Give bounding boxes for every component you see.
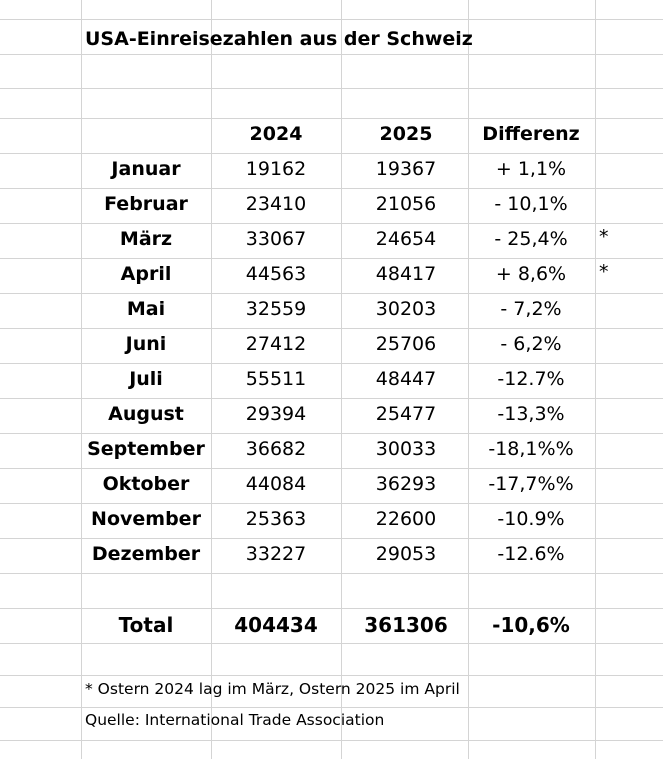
gridline-vertical: [595, 0, 596, 759]
gridline-horizontal: [0, 19, 663, 20]
source-text[interactable]: Quelle: International Trade Association: [85, 710, 385, 729]
value-2025-cell[interactable]: 30203: [375, 297, 437, 320]
value-2024-cell[interactable]: 25363: [245, 507, 307, 530]
month-cell[interactable]: Februar: [104, 192, 188, 215]
footnote-text[interactable]: * Ostern 2024 lag im März, Ostern 2025 im April: [85, 679, 460, 698]
gridline-horizontal: [0, 573, 663, 574]
gridline-horizontal: [0, 468, 663, 469]
total-difference[interactable]: -10,6%: [492, 613, 570, 637]
difference-cell[interactable]: -10.9%: [497, 507, 565, 530]
gridline-horizontal: [0, 258, 663, 259]
month-cell[interactable]: Juli: [129, 367, 163, 390]
value-2024-cell[interactable]: 33227: [245, 542, 307, 565]
value-2025-cell[interactable]: 24654: [375, 227, 437, 250]
gridline-horizontal: [0, 118, 663, 119]
footnote-marker[interactable]: *: [599, 260, 609, 283]
value-2024-cell[interactable]: 29394: [245, 402, 307, 425]
gridline-horizontal: [0, 707, 663, 708]
month-cell[interactable]: April: [120, 262, 172, 285]
gridline-horizontal: [0, 363, 663, 364]
total-2025[interactable]: 361306: [364, 613, 448, 637]
gridline-vertical: [341, 0, 342, 759]
column-header[interactable]: 2025: [379, 122, 433, 145]
difference-cell[interactable]: -12.6%: [497, 542, 565, 565]
column-header[interactable]: Differenz: [482, 122, 580, 145]
total-label[interactable]: Total: [118, 613, 174, 637]
gridline-horizontal: [0, 740, 663, 741]
gridline-horizontal: [0, 188, 663, 189]
gridline-horizontal: [0, 538, 663, 539]
sheet-title[interactable]: USA-Einreisezahlen aus der Schweiz: [85, 27, 473, 50]
value-2024-cell[interactable]: 23410: [245, 192, 307, 215]
gridline-horizontal: [0, 398, 663, 399]
month-cell[interactable]: September: [87, 437, 205, 460]
month-cell[interactable]: November: [91, 507, 201, 530]
value-2025-cell[interactable]: 48447: [375, 367, 437, 390]
difference-cell[interactable]: + 8,6%: [495, 262, 567, 285]
month-cell[interactable]: Mai: [126, 297, 166, 320]
gridline-horizontal: [0, 675, 663, 676]
month-cell[interactable]: Juni: [125, 332, 167, 355]
month-cell[interactable]: Oktober: [102, 472, 190, 495]
value-2024-cell[interactable]: 33067: [245, 227, 307, 250]
value-2024-cell[interactable]: 27412: [245, 332, 307, 355]
gridline-horizontal: [0, 88, 663, 89]
difference-cell[interactable]: - 6,2%: [500, 332, 562, 355]
value-2025-cell[interactable]: 30033: [375, 437, 437, 460]
difference-cell[interactable]: + 1,1%: [495, 157, 567, 180]
value-2024-cell[interactable]: 19162: [245, 157, 307, 180]
month-cell[interactable]: März: [119, 227, 173, 250]
gridline-vertical: [81, 0, 82, 759]
month-cell[interactable]: August: [108, 402, 184, 425]
gridline-horizontal: [0, 433, 663, 434]
gridline-horizontal: [0, 153, 663, 154]
month-cell[interactable]: Dezember: [91, 542, 201, 565]
gridline-horizontal: [0, 503, 663, 504]
value-2025-cell[interactable]: 25706: [375, 332, 437, 355]
value-2025-cell[interactable]: 25477: [375, 402, 437, 425]
gridline-horizontal: [0, 643, 663, 644]
gridline-horizontal: [0, 223, 663, 224]
difference-cell[interactable]: - 7,2%: [500, 297, 562, 320]
difference-cell[interactable]: - 10,1%: [494, 192, 568, 215]
gridline-vertical: [211, 0, 212, 759]
difference-cell[interactable]: -13,3%: [497, 402, 565, 425]
value-2025-cell[interactable]: 22600: [375, 507, 437, 530]
value-2024-cell[interactable]: 55511: [245, 367, 307, 390]
difference-cell[interactable]: -12.7%: [497, 367, 565, 390]
gridline-horizontal: [0, 54, 663, 55]
value-2024-cell[interactable]: 36682: [245, 437, 307, 460]
difference-cell[interactable]: - 25,4%: [494, 227, 568, 250]
gridline-horizontal: [0, 328, 663, 329]
value-2025-cell[interactable]: 48417: [375, 262, 437, 285]
gridline-horizontal: [0, 608, 663, 609]
total-2024[interactable]: 404434: [234, 613, 318, 637]
value-2025-cell[interactable]: 19367: [375, 157, 437, 180]
gridline-vertical: [468, 0, 469, 759]
value-2025-cell[interactable]: 21056: [375, 192, 437, 215]
difference-cell[interactable]: -17,7%%: [488, 472, 574, 495]
difference-cell[interactable]: -18,1%%: [488, 437, 574, 460]
month-cell[interactable]: Januar: [111, 157, 181, 180]
value-2024-cell[interactable]: 44084: [245, 472, 307, 495]
gridline-horizontal: [0, 293, 663, 294]
footnote-marker[interactable]: *: [599, 225, 609, 248]
column-header[interactable]: 2024: [249, 122, 303, 145]
value-2024-cell[interactable]: 44563: [245, 262, 307, 285]
value-2025-cell[interactable]: 36293: [375, 472, 437, 495]
value-2024-cell[interactable]: 32559: [245, 297, 307, 320]
value-2025-cell[interactable]: 29053: [375, 542, 437, 565]
